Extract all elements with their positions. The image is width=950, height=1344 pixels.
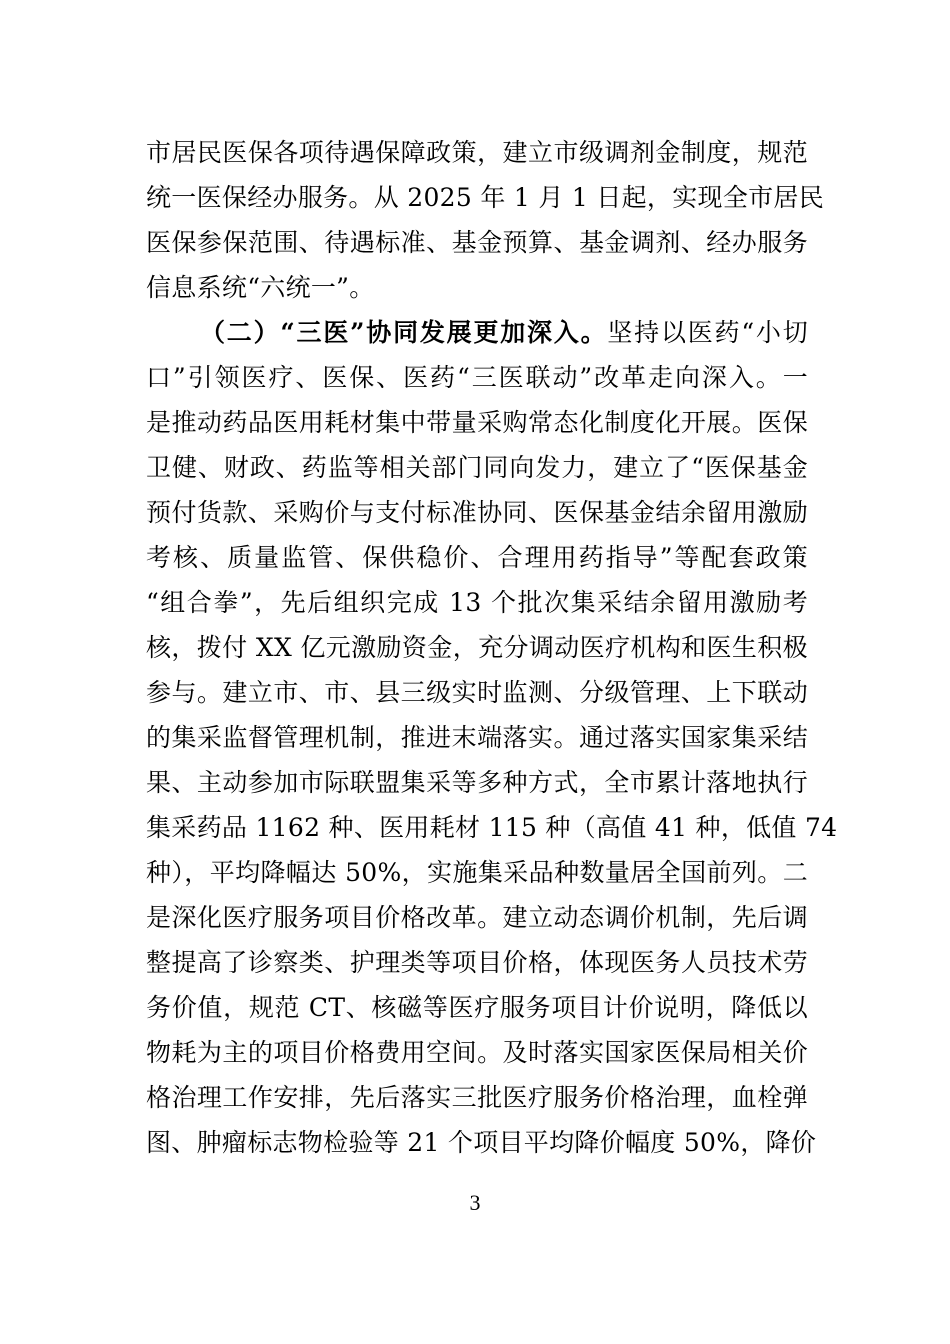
paragraph-2-line: 口”引领医疗、医保、医药“三医联动”改革走向深入。一	[146, 363, 808, 392]
paragraph-1-line: 医保参保范围、待遇标准、基金预算、基金调剂、经办服务	[146, 228, 808, 257]
paragraph-2-line: 务价值，规范 CT、核磁等医疗服务项目计价说明，降低以	[146, 993, 808, 1022]
paragraph-2-line: 格治理工作安排，先后落实三批医疗服务价格治理，血栓弹	[146, 1083, 808, 1112]
paragraph-2-line: 集采药品 1162 种、医用耗材 115 种（高值 41 种，低值 74	[146, 813, 838, 842]
paragraph-2-line: 种），平均降幅达 50%，实施集采品种数量居全国前列。二	[146, 858, 808, 887]
paragraph-2-line: “组合拳”，先后组织完成 13 个批次集采结余留用激励考	[146, 588, 808, 617]
paragraph-2-line: 考核、质量监管、保供稳价、合理用药指导”等配套政策	[146, 543, 808, 572]
paragraph-1-line: 信息系统“六统一”。	[146, 273, 375, 302]
page-number: 3	[469, 1190, 481, 1215]
paragraph-2-line: 图、肿瘤标志物检验等 21 个项目平均降价幅度 50%，降价	[146, 1128, 817, 1157]
paragraph-2-line: 果、主动参加市际联盟集采等多种方式，全市累计落地执行	[146, 768, 808, 797]
section-heading: （二）“三医”协同发展更加深入。	[200, 318, 608, 347]
paragraph-2-first-line	[146, 310, 808, 355]
paragraph-2-line: 预付货款、采购价与支付标准协同、医保基金结余留用激励	[146, 498, 808, 527]
paragraph-1-line: 统一医保经办服务。从 2025 年 1 月 1 日起，实现全市居民	[146, 183, 825, 212]
paragraph-2-line: 是推动药品医用耗材集中带量采购常态化制度化开展。医保	[146, 408, 808, 437]
paragraph-1-line: 市居民医保各项待遇保障政策，建立市级调剂金制度，规范	[146, 138, 808, 167]
paragraph-2-line: 核，拨付 XX 亿元激励资金，充分调动医疗机构和医生积极	[146, 633, 808, 662]
paragraph-2-line: 卫健、财政、药监等相关部门同向发力，建立了“医保基金	[146, 453, 808, 482]
paragraph-2-line: 物耗为主的项目价格费用空间。及时落实国家医保局相关价	[146, 1038, 808, 1067]
paragraph-2-first-line-text: 坚持以医药“小切	[607, 318, 808, 347]
paragraph-2-line: 参与。建立市、市、县三级实时监测、分级管理、上下联动	[146, 678, 808, 707]
paragraph-2-line: 整提高了诊察类、护理类等项目价格，体现医务人员技术劳	[146, 948, 808, 977]
paragraph-2-line: 是深化医疗服务项目价格改革。建立动态调价机制，先后调	[146, 903, 808, 932]
body-text	[146, 130, 838, 1165]
paragraph-2-line: 的集采监督管理机制，推进末端落实。通过落实国家集采结	[146, 723, 808, 752]
